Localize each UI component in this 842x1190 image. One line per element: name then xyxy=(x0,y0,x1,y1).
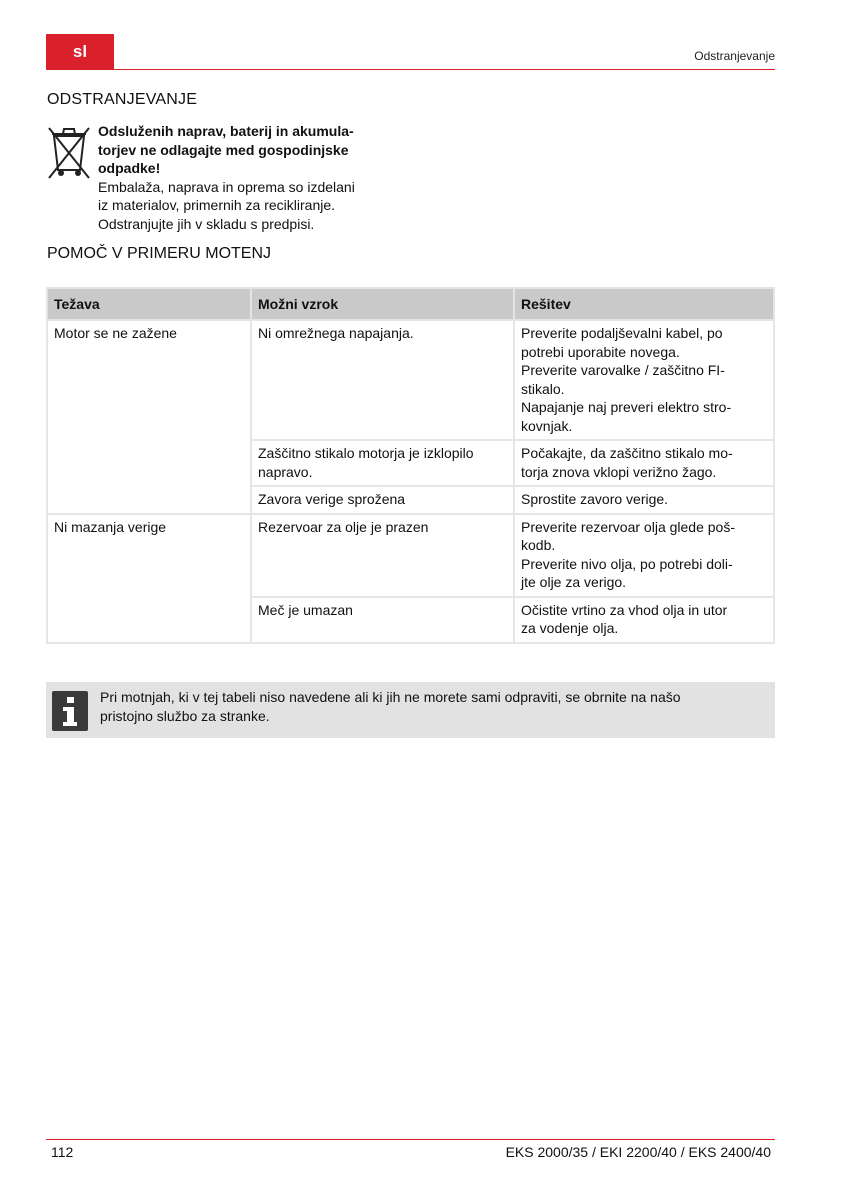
disposal-text-line: Embalaža, naprava in oprema so izdelani xyxy=(98,178,355,195)
column-header-problem: Težava xyxy=(47,288,251,320)
info-text-line: pristojno službo za stranke. xyxy=(100,708,270,724)
solution-line: jte olje za verigo. xyxy=(521,574,627,590)
solution-line: Očistite vrtino za vhod olja in utor xyxy=(521,601,728,618)
table-header-row xyxy=(47,288,774,320)
troubleshooting-table xyxy=(46,287,775,644)
disposal-section xyxy=(46,122,406,233)
disposal-text-line: Odstranjujte jih v skladu s predpisi. xyxy=(98,215,315,232)
solution-line: torja znova vklopi verižno žago. xyxy=(521,463,717,480)
solution-line: Preverite varovalke / zaščitno FI- xyxy=(521,362,725,378)
solution-line: Počakajte, da zaščitno stikalo mo- xyxy=(521,445,733,461)
solution-cell xyxy=(514,320,774,440)
page-number: 112 xyxy=(51,1144,74,1160)
column-header-cause: Možni vzrok xyxy=(251,288,514,320)
cause-cell: Rezervoar za olje je prazen xyxy=(251,514,514,597)
cause-cell xyxy=(251,440,514,486)
disposal-warning-line: odpadke! xyxy=(98,160,161,176)
table-row xyxy=(47,514,774,597)
solution-line: za vodenje olja. xyxy=(521,620,619,636)
solution-line: kovnjak. xyxy=(521,417,573,434)
header-rule xyxy=(114,69,775,70)
footer-rule xyxy=(46,1139,775,1140)
column-header-solution: Rešitev xyxy=(514,288,774,320)
cause-line: napravo. xyxy=(258,463,313,480)
solution-cell xyxy=(514,440,774,486)
cause-line: Zaščitno stikalo motorja je izklopilo xyxy=(258,445,474,461)
solution-line: Preverite podaljševalni kabel, po xyxy=(521,325,723,341)
crossed-bin-icon xyxy=(46,124,92,182)
table-row xyxy=(47,320,774,440)
disposal-warning-line: torjev ne odlagajte med gospodinjske xyxy=(98,141,349,158)
solution-line: Preverite rezervoar olja glede poš- xyxy=(521,518,735,535)
problem-cell: Motor se ne zažene xyxy=(47,320,251,514)
info-box xyxy=(46,682,775,738)
cause-cell: Zavora verige sprožena xyxy=(251,486,514,514)
solution-cell xyxy=(514,597,774,643)
language-tab: sl xyxy=(46,34,114,70)
solution-cell xyxy=(514,514,774,597)
solution-line: stikalo. xyxy=(521,380,565,397)
disposal-text-line: iz materialov, primernih za recikliranje. xyxy=(98,197,336,213)
info-icon xyxy=(52,691,88,731)
header-title: Odstranjevanje xyxy=(694,49,775,63)
cause-cell: Ni omrežnega napajanja. xyxy=(251,320,514,440)
troubleshooting-heading: POMOČ V PRIMERU MOTENJ xyxy=(47,245,272,262)
model-label: EKS 2000/35 / EKI 2200/40 / EKS 2400/40 xyxy=(505,1144,771,1160)
disposal-heading: ODSTRANJEVANJE xyxy=(47,91,198,108)
problem-cell: Ni mazanja verige xyxy=(47,514,251,643)
solution-line: potrebi uporabite novega. xyxy=(521,343,680,360)
disposal-warning-line: Odsluženih naprav, baterij in akumula- xyxy=(98,123,354,139)
solution-line: Preverite nivo olja, po potrebi doli- xyxy=(521,555,733,572)
solution-line: kodb. xyxy=(521,537,556,553)
solution-line: Napajanje naj preveri elektro stro- xyxy=(521,399,732,415)
info-text-line: Pri motnjah, ki v tej tabeli niso navedene ali ki jih ne morete sami odpraviti, se obrnite na našo xyxy=(100,689,681,705)
cause-cell: Meč je umazan xyxy=(251,597,514,643)
solution-cell: Sprostite zavoro verige. xyxy=(514,486,774,514)
